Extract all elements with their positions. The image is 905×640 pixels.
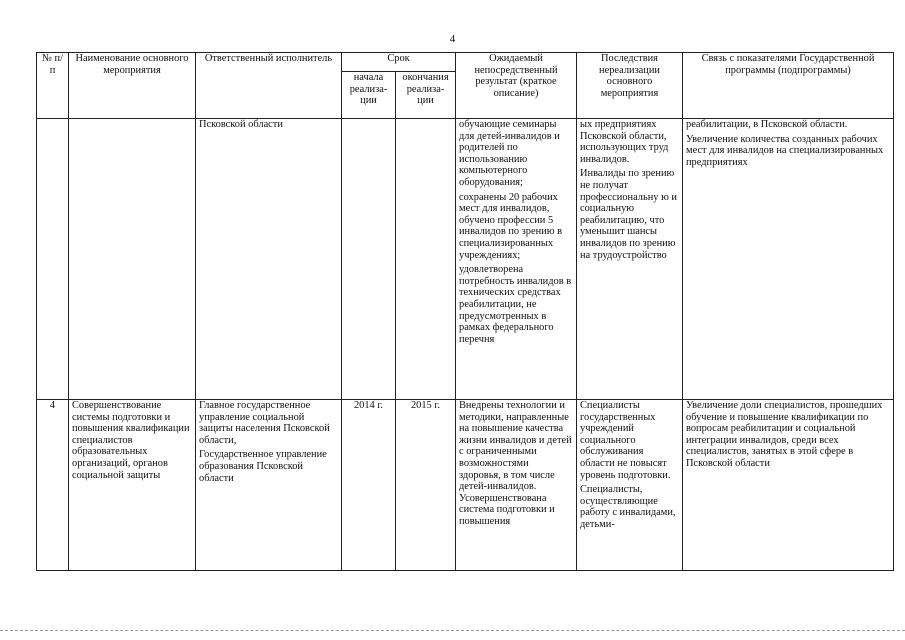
row-consequences xyxy=(577,119,683,400)
header-name: Наименование основного мероприятия xyxy=(69,53,196,119)
header-term: Срок xyxy=(342,53,456,72)
row-executor xyxy=(196,119,342,400)
consequence-paragraph: ых предприятиях Псковской области, использующих труд инвалидов. xyxy=(580,119,669,165)
link-paragraph: реабилитации, в Псковской области. xyxy=(686,119,848,130)
header-term-end: окончания реализа-ции xyxy=(396,72,456,119)
header-link: Связь с показателями Государственной программы (подпрограммы) xyxy=(683,53,894,119)
executor-line: Государственное управление образования Псковской области xyxy=(199,449,327,484)
header-result: Ожидаемый непосредственный результат (краткое описание) xyxy=(456,53,577,119)
row-link xyxy=(683,119,894,400)
header-row-1 xyxy=(37,53,894,72)
row-name: Совершенствование системы подготовки и повышения квалификации специалистов образовательных организаций, органов социальной защиты xyxy=(69,400,196,571)
header-num: № п/п xyxy=(37,53,69,119)
row-start: 2014 г. xyxy=(342,400,396,571)
row-consequences xyxy=(577,400,683,571)
consequence-paragraph: Инвалиды по зрению не получат профессиональну ю и социальную реабилитацию, что уменьшит шансы инвалидов по зрению на трудоустройство xyxy=(580,168,677,261)
result-paragraph: обучающие семинары для детей-инвалидов и родителей по использованию компьютерного оборудования; xyxy=(459,119,560,188)
page-number: 4 xyxy=(449,33,456,45)
row-num: 4 xyxy=(37,400,69,571)
row-start xyxy=(342,119,396,400)
consequence-paragraph: Специалисты государственных учреждений социального обслуживания области не повысят уровень подготовки. xyxy=(580,400,671,481)
row-end xyxy=(396,119,456,400)
result-paragraph: удовлетворена потребность инвалидов в технических средствах реабилитации, не предусмотренных в рамках федерального перечня xyxy=(459,264,572,345)
link-paragraph: Увеличение количества созданных рабочих мест для инвалидов на специализированных предприятиях xyxy=(686,133,884,168)
activities-table xyxy=(36,52,894,571)
result-paragraph: сохранены 20 рабочих мест для инвалидов, обучено профессии 5 инвалидов по зрению в специализированных учреждениях; xyxy=(459,191,562,261)
header-consequences: Последствия нереализации основного мероприятия xyxy=(577,53,683,119)
row-result xyxy=(456,119,577,400)
table-row xyxy=(37,119,894,400)
page-bottom-edge xyxy=(0,630,905,631)
row-num xyxy=(37,119,69,400)
row-name xyxy=(69,119,196,400)
row-result xyxy=(456,400,577,571)
link-paragraph: Увеличение доли специалистов, прошедших обучение и повышение квалификации по вопросам реабилитации и социальной интеграции инвалидов, среди всех специалистов, занятых в этой сфере в Псковской области xyxy=(686,400,883,469)
row-link xyxy=(683,400,894,571)
table-row xyxy=(37,400,894,571)
header-term-start: начала реализа-ции xyxy=(342,72,396,119)
row-executor xyxy=(196,400,342,571)
header-executor: Ответственный исполнитель xyxy=(196,53,342,119)
result-paragraph: Внедрены технологии и методики, направленные на повышение качества жизни инвалидов и детей с ограниченными возможностями здоровья, в том числе детей-инвалидов. Усовершенствована система подготовки и повышения xyxy=(459,400,572,527)
consequence-paragraph: Специалисты, осуществляющие работу с инвалидами, детьми- xyxy=(580,484,676,530)
row-end: 2015 г. xyxy=(396,400,456,571)
executor-line: Главное государственное управление социальной защиты населения Псковской области, xyxy=(199,400,330,446)
executor-line: Псковской области xyxy=(199,119,283,130)
